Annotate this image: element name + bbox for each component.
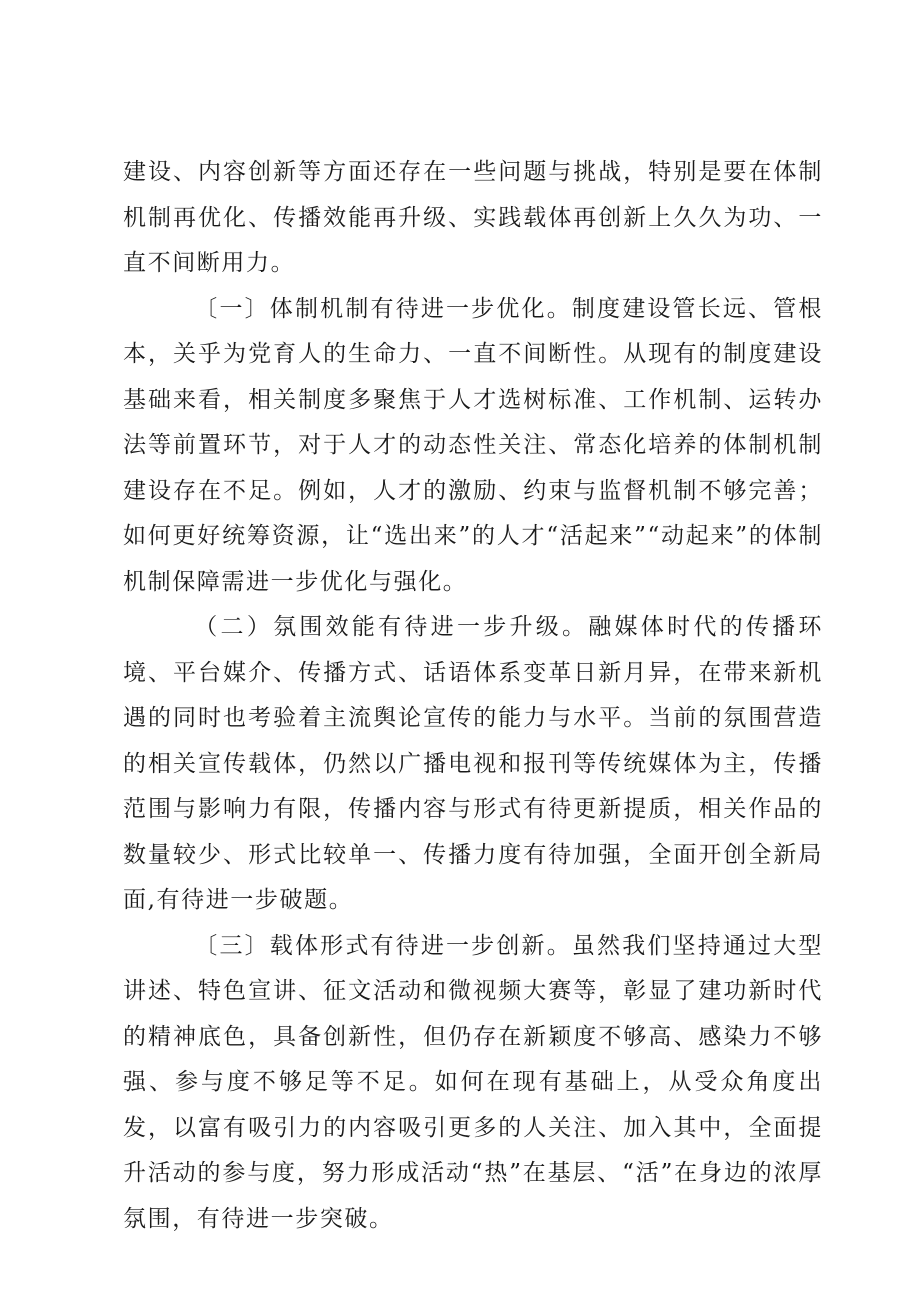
paragraph-section-1: 〔一〕体制机制有待进一步优化。制度建设管长远、管根本，关乎为党育人的生命力、一直不间断性。从现有的制度建设基础来看，相关制度多聚焦于人才选树标准、工作机制、运转办法等前置环节，对于人才的动态性关注、常态化培养的体制机制建设存在不足。例如，人才的激励、约束与监督机制不够完善；如何更好统筹资源，让“选出来”的人才“活起来”“动起来”的体制机制保障需进一步优化与强化。 <box>123 295 823 595</box>
document-body <box>123 150 823 1242</box>
paragraph-intro: 建设、内容创新等方面还存在一些问题与挑战，特别是要在体制机制再优化、传播效能再升级、实践载体再创新上久久为功、一直不间断用力。 <box>123 159 823 276</box>
paragraph-section-3: 〔三〕载体形式有待进一步创新。虽然我们坚持通过大型讲述、特色宣讲、征文活动和微视频大赛等，彰显了建功新时代的精神底色，具备创新性，但仍存在新颖度不够高、感染力不够强、参与度不够足等不足。如何在现有基础上，从受众角度出发，以富有吸引力的内容吸引更多的人关注、加入其中，全面提升活动的参与度，努力形成活动“热”在基层、“活”在身边的浓厚氛围，有待进一步突破。 <box>123 932 823 1232</box>
paragraph-section-2: （二）氛围效能有待进一步升级。融媒体时代的传播环境、平台媒介、传播方式、话语体系变革日新月异，在带来新机遇的同时也考验着主流舆论宣传的能力与水平。当前的氛围营造的相关宣传载体，仍然以广播电视和报刊等传统媒体为主，传播范围与影响力有限，传播内容与形式有待更新提质，相关作品的数量较少、形式比较单一、传播力度有待加强，全面开创全新局面,有待进一步破题。 <box>123 614 823 913</box>
